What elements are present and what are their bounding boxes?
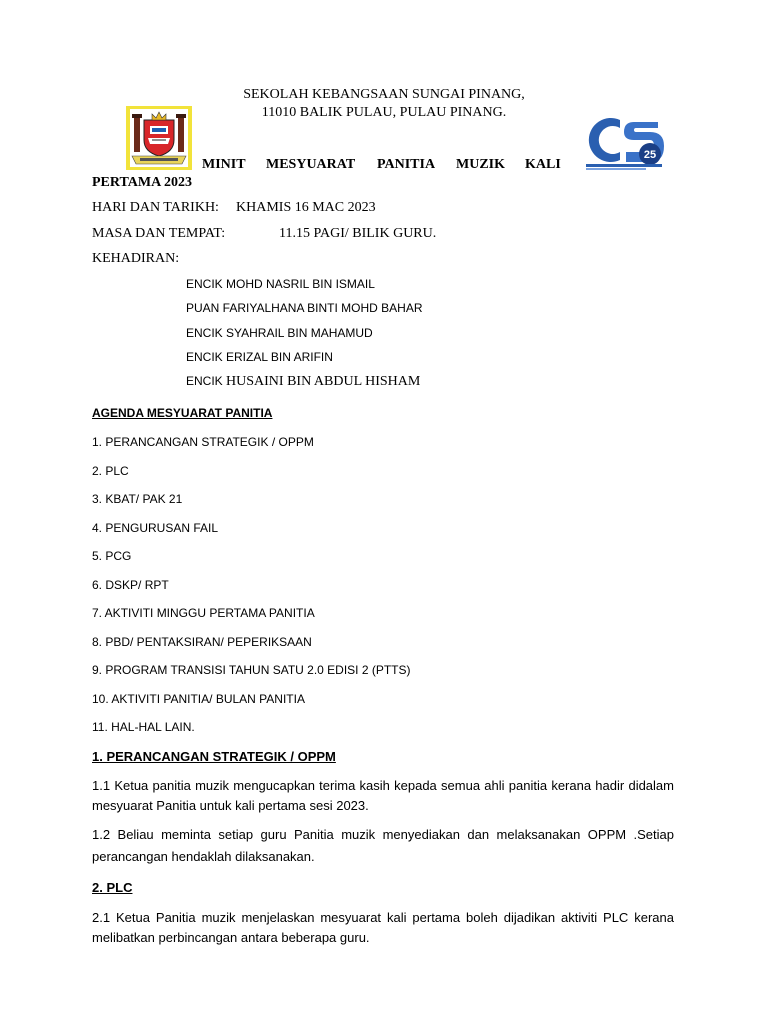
agenda-item: 2. PLC <box>92 464 129 478</box>
time-label: MASA DAN TEMPAT: <box>92 226 226 241</box>
attendee: ENCIK SYAHRAIL BIN MAHAMUD <box>186 326 373 340</box>
attendee: ENCIK ERIZAL BIN ARIFIN <box>186 350 333 364</box>
paragraph: 1.2 Beliau meminta setiap guru Panitia muzik menyediakan dan melaksanakan OPPM .Setiap perancangan hendaklah dilaksanakan. <box>92 827 674 864</box>
paragraph: 1.1 Ketua panitia muzik mengucapkan terima kasih kepada semua ahli panitia kerana hadir didalam mesyuarat Panitia untuk kali pertama sesi 2023. <box>92 778 674 813</box>
agenda-title: AGENDA MESYUARAT PANITIA <box>92 406 273 420</box>
document-title-line2: PERTAMA 2023 <box>92 175 192 190</box>
agenda-item: 8. PBD/ PENTAKSIRAN/ PEPERIKSAAN <box>92 635 312 649</box>
agenda-item: 5. PCG <box>92 549 132 563</box>
agenda-item: 6. DSKP/ RPT <box>92 578 169 592</box>
cs25-logo <box>580 110 666 174</box>
agenda-item: 7. AKTIVITI MINGGU PERTAMA PANITIA <box>92 606 315 620</box>
attendance-label: KEHADIRAN: <box>92 251 180 266</box>
agenda-item: 10. AKTIVITI PANITIA/ BULAN PANITIA <box>92 692 305 706</box>
attendee-name: HUSAINI BIN ABDUL HISHAM <box>226 374 421 389</box>
paragraph: 2.1 Ketua Panitia muzik menjelaskan mesyuarat kali pertama boleh dijadikan aktiviti PLC kerana melibatkan perbincangan antara beberapa guru. <box>92 910 674 945</box>
agenda-item: 1. PERANCANGAN STRATEGIK / OPPM <box>92 435 314 449</box>
attendee <box>186 374 420 390</box>
title-word: MESYUARAT <box>266 157 356 172</box>
logo-number: 25 <box>643 149 657 161</box>
agenda-item: 11. HAL-HAL LAIN. <box>92 720 195 734</box>
school-crest-logo <box>126 106 192 170</box>
date-value: KHAMIS 16 MAC 2023 <box>236 200 376 215</box>
school-address: 11010 BALIK PULAU, PULAU PINANG. <box>261 105 507 120</box>
title-word: MUZIK <box>456 157 505 172</box>
title-word: PANITIA <box>377 157 436 172</box>
attendee-prefix: ENCIK <box>186 374 227 388</box>
section-title: 2. PLC <box>92 880 133 895</box>
date-label: HARI DAN TARIKH: <box>92 200 219 215</box>
attendee: ENCIK MOHD NASRIL BIN ISMAIL <box>186 277 375 291</box>
agenda-item: 4. PENGURUSAN FAIL <box>92 521 219 535</box>
section-title: 1. PERANCANGAN STRATEGIK / OPPM <box>92 749 336 764</box>
title-word: MINIT <box>202 157 246 172</box>
attendee: PUAN FARIYALHANA BINTI MOHD BAHAR <box>186 301 423 315</box>
school-name: SEKOLAH KEBANGSAAN SUNGAI PINANG, <box>243 87 525 102</box>
time-value: 11.15 PAGI/ BILIK GURU. <box>279 226 437 241</box>
agenda-item: 3. KBAT/ PAK 21 <box>92 492 183 506</box>
title-word: KALI <box>525 157 561 172</box>
agenda-item: 9. PROGRAM TRANSISI TAHUN SATU 2.0 EDISI 2 (PTTS) <box>92 663 411 677</box>
